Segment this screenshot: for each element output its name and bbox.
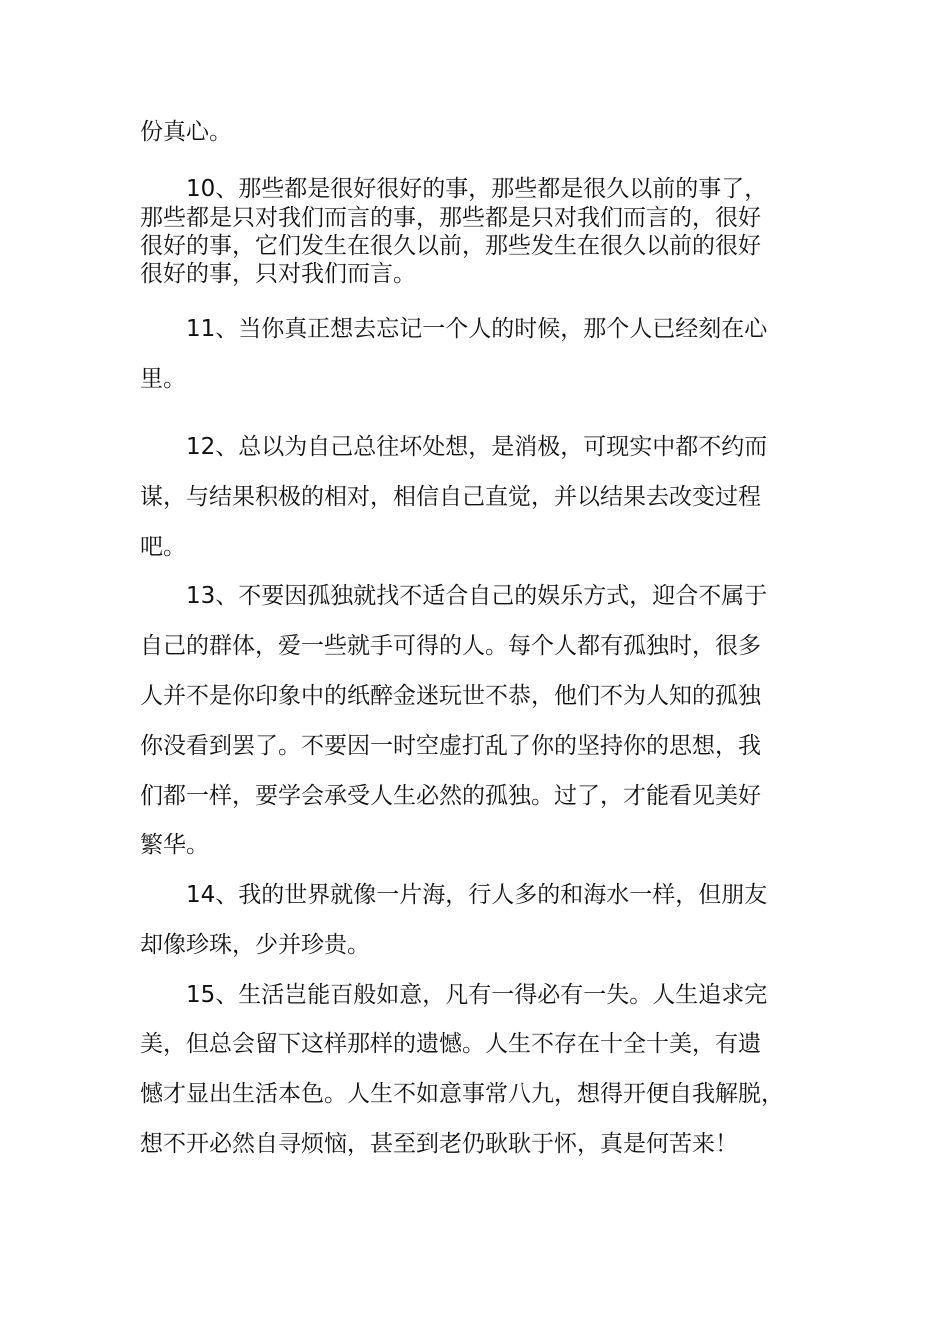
text-line: 很好的事，只对我们而言。 [140, 261, 416, 287]
text-line: 很好的事，它们发生在很久以前，那些发生在很久以前的很好 [140, 233, 761, 259]
text-line: 们都一样，要学会承受人生必然的孤独。过了，才能看见美好 [140, 783, 761, 809]
text-line: 14、我的世界就像一片海，行人多的和海水一样，但朋友 [186, 882, 768, 908]
text-line: 15、生活岂能百般如意，凡有一得必有一失。人生追求完 [186, 982, 768, 1008]
text-line: 13、不要因孤独就找不适合自己的娱乐方式，迎合不属于 [186, 583, 768, 609]
text-line: 份真心。 [140, 119, 232, 145]
text-line: 11、当你真正想去忘记一个人的时候，那个人已经刻在心 [186, 316, 768, 342]
text-line: 却像珍珠，少并珍贵。 [140, 932, 370, 958]
text-line: 美，但总会留下这样那样的遗憾。人生不存在十全十美，有遗 [140, 1031, 761, 1057]
text-line: 想不开必然自寻烦恼，甚至到老仍耿耿于怀，真是何苦来！ [140, 1131, 738, 1157]
text-line: 12、总以为自己总往坏处想，是消极，可现实中都不约而 [186, 434, 768, 460]
text-line: 你没看到罢了。不要因一时空虚打乱了你的坚持你的思想，我 [140, 733, 761, 759]
text-line: 自己的群体，爱一些就手可得的人。每个人都有孤独时，很多 [140, 633, 761, 659]
text-line: 憾才显出生活本色。人生不如意事常八九，想得开便自我解脱， [140, 1081, 784, 1107]
text-line: 那些都是只对我们而言的事，那些都是只对我们而言的，很好 [140, 205, 761, 231]
text-line: 人并不是你印象中的纸醉金迷玩世不恭，他们不为人知的孤独 [140, 683, 761, 709]
text-line: 谋，与结果积极的相对，相信自己直觉，并以结果去改变过程 [140, 484, 761, 510]
text-line: 10、那些都是很好很好的事，那些都是很久以前的事了， [186, 176, 768, 202]
text-line: 吧。 [140, 534, 186, 560]
text-line: 里。 [140, 366, 186, 392]
text-line: 繁华。 [140, 832, 209, 858]
